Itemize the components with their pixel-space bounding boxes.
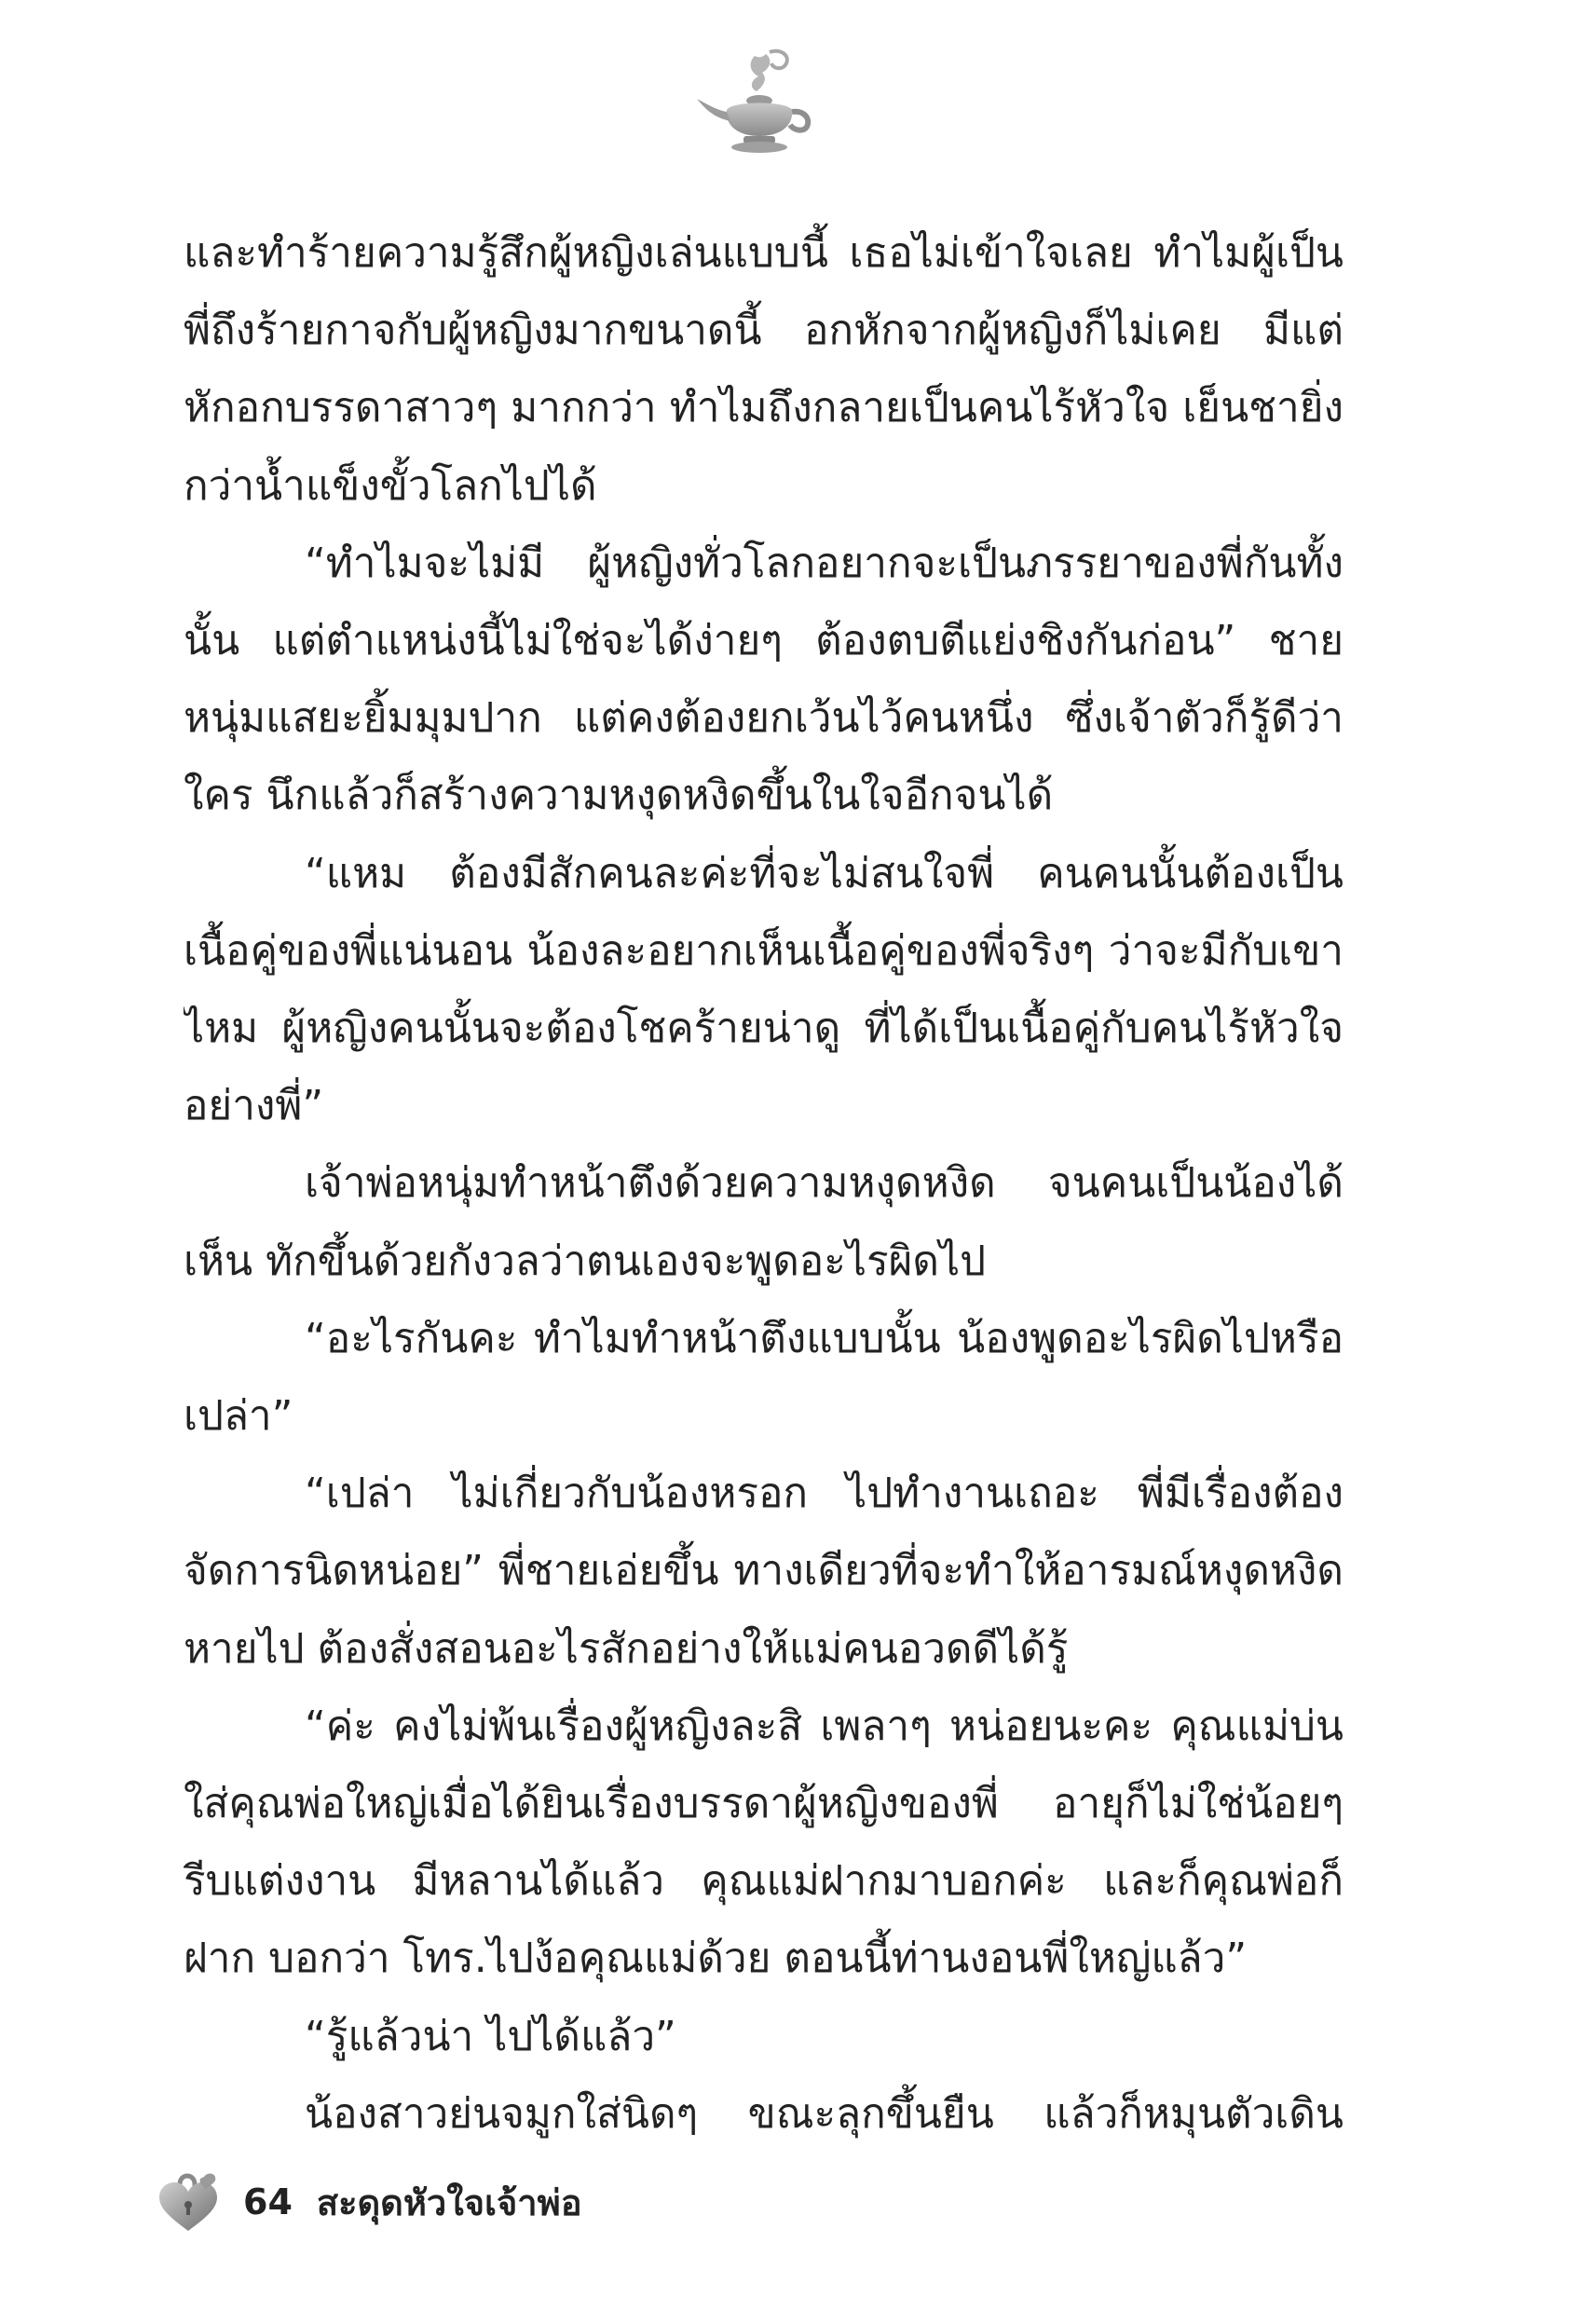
heart-lock-icon [152,2166,225,2238]
paragraph: “อะไรกันคะ ทำไมทำหน้าตึงแบบนั้น น้องพูดอะไรผิดไปหรือเปล่า” [184,1314,1344,1441]
paragraph: และทำร้ายความรู้สึกผู้หญิงเล่นแบบนี้ เธอไม่เข้าใจเลย ทำไมผู้เป็นพี่ถึงร้ายกาจกับผู้หญิงมากขนาดนี้ อกหักจากผู้หญิงก็ไม่เคย มีแต่หักอกบรรดาสาวๆ มากกว่า ทำไมถึงกลายเป็นคนไร้หัวใจ เย็นชายิ่งกว่าน้ำแข็งขั้วโลกไปได้ [184,229,1344,510]
genie-lamp-icon [689,45,829,157]
paragraph: “ค่ะ คงไม่พ้นเรื่องผู้หญิงละสิ เพลาๆ หน่อยนะคะ คุณแม่บ่นใส่คุณพ่อใหญ่เมื่อได้ยินเรื่องบรรดาผู้หญิงของพี่ อายุก็ไม่ใช่น้อยๆ รีบแต่งงาน มีหลานได้แล้ว คุณแม่ฝากมาบอกค่ะ และก็คุณพ่อก็ฝาก บอกว่า โทร.ไปง้อคุณแม่ด้วย ตอนนี้ท่านงอนพี่ใหญ่แล้ว” [184,1702,1344,1983]
paragraph: “ทำไมจะไม่มี ผู้หญิงทั่วโลกอยากจะเป็นภรรยาของพี่กันทั้งนั้น แต่ตำแหน่งนี้ไม่ใช่จะได้ง่ายๆ ต้องตบตีแย่งชิงกันก่อน” ชายหนุ่มแสยะยิ้มมุมปาก แต่คงต้องยกเว้นไว้คนหนึ่ง ซึ่งเจ้าตัวก็รู้ดีว่าใคร นึกแล้วก็สร้างความหงุดหงิดขึ้นในใจอีกจนได้ [184,539,1344,820]
paragraph: น้องสาวย่นจมูกใส่นิดๆ ขณะลุกขึ้นยืน แล้วก็หมุนตัวเดิน [305,2089,1344,2138]
paragraph: เจ้าพ่อหนุ่มทำหน้าตึงด้วยความหงุดหงิด จนคนเป็นน้องได้เห็น ทักขึ้นด้วยกังวลว่าตนเองจะพูดอะไรผิดไป [184,1159,1344,1285]
page-footer [152,2160,990,2244]
paragraph: “เปล่า ไม่เกี่ยวกับน้องหรอก ไปทำงานเถอะ พี่มีเรื่องต้องจัดการนิดหน่อย” พี่ชายเอ่ยขึ้น ทางเดียวที่จะทำให้อารมณ์หงุดหงิดหายไป ต้องสั่งสอนอะไรสักอย่างให้แม่คนอวดดีได้รู้ [184,1470,1344,1673]
page-number: 64 [243,2181,293,2222]
book-title: สะดุดหัวใจเจ้าพ่อ [316,2181,582,2223]
paragraph: “รู้แล้วน่า ไปได้แล้ว” [305,2012,676,2060]
body-text [184,214,1344,2153]
paragraph: “แหม ต้องมีสักคนละค่ะที่จะไม่สนใจพี่ คนคนนั้นต้องเป็นเนื้อคู่ของพี่แน่นอน น้องละอยากเห็นเนื้อคู่ของพี่จริงๆ ว่าจะมีกับเขาไหม ผู้หญิงคนนั้นจะต้องโชคร้ายน่าดู ที่ได้เป็นเนื้อคู่กับคนไร้หัวใจอย่างพี่” [184,849,1344,1130]
